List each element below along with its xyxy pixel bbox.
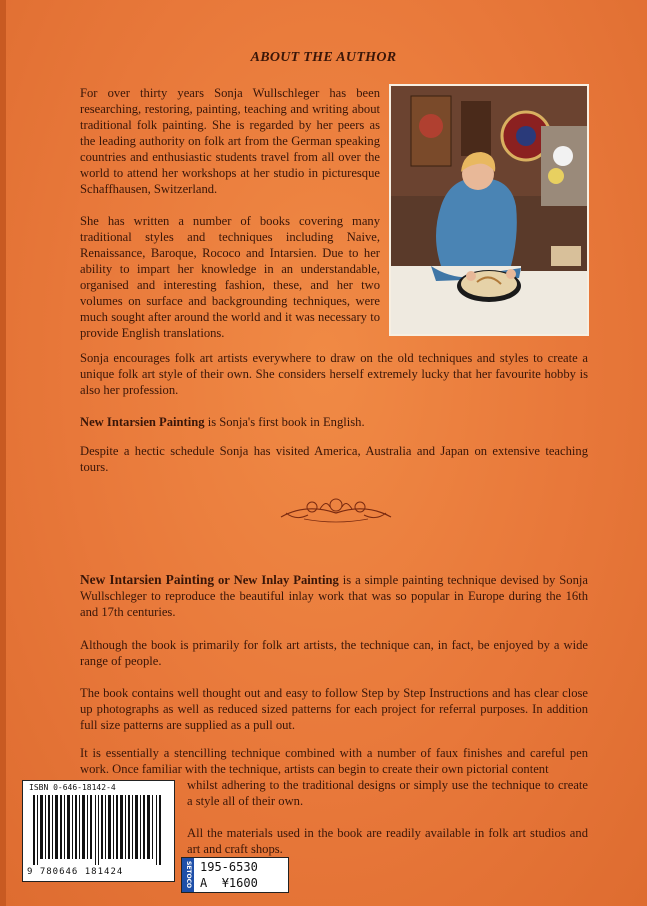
book-title-or: or — [214, 573, 234, 587]
bio-paragraph-4-text: is Sonja's first book in English. — [204, 415, 365, 429]
book-paragraph-1-text: is a simple painting technique devised by Sonja Wullschleger to reproduce the beautiful inlay work that was so popular in Europe during the 16th and 17th centuries. — [80, 573, 588, 619]
bio-paragraph-1: For over thirty years Sonja Wullschleger has been researching, restoring, painting, teaching and writing about traditional folk painting. She is regarded by her peers as the leading authority on folk art from the German speaking countries and enthusiastic students travel from all over the world to attend her workshops at her studio in picturesque Schaffhausen, Switzerland. — [80, 86, 380, 196]
isbn-label: ISBN 0-646-18142-4 — [29, 783, 116, 792]
bio-paragraph-3: Sonja encourages folk art artists everywhere to draw on the old techniques and styles to create a unique folk art style of their own. She considers herself extremely lucky that her favourite hobby is also her profession. — [80, 351, 588, 397]
bio-paragraph-4 — [80, 414, 588, 430]
book-title-emphasis: New Intarsien Painting — [80, 415, 205, 429]
price-amount: ¥1600 — [221, 876, 258, 890]
price-grade: A — [200, 876, 208, 890]
book-paragraph-4b: whilst adhering to the traditional designs or simply use the technique to create a style all of their own. — [187, 778, 588, 808]
bio-paragraph-5: Despite a hectic schedule Sonja has visited America, Australia and Japan on extensive teaching tours. — [80, 444, 588, 474]
book-paragraph-5: All the materials used in the book are readily available in folk art studios and art and craft shops. — [187, 826, 588, 856]
barcode-number: 9 780646 181424 — [27, 867, 124, 877]
price-code: 195-6530 — [200, 860, 258, 874]
barcode-bars — [23, 795, 174, 865]
book-title-main: New Intarsien Painting — [80, 572, 215, 587]
isbn-barcode — [22, 780, 175, 882]
book-paragraph-1 — [80, 572, 588, 620]
book-paragraph-3: The book contains well thought out and easy to follow Step by Step Instructions and has clear close up photographs as well as reduced sized patterns for each project for referral purposes. In addition full size patterns are supplied as a pull out. — [80, 686, 588, 732]
price-sticker — [181, 857, 289, 893]
price-grade-row — [200, 876, 258, 890]
price-sticker-tab: SETOCO — [182, 858, 194, 892]
book-paragraph-4a: It is essentially a stencilling technique combined with a number of faux finishes and careful pen work. Once familiar with the technique, artists can begin to create their own pictorial content — [80, 746, 588, 776]
book-spine-edge — [0, 0, 6, 906]
page-heading: ABOUT THE AUTHOR — [250, 50, 397, 65]
bio-paragraph-2: She has written a number of books covering many traditional styles and techniques including Naive, Renaissance, Baroque, Rococo and Intarsien. Due to her ability to impart her knowledge in an understandable, organised and interesting fashion, these, and her two volumes on surface and backgrounding techniques, were much sought after around the world and it was necessary to provide English translations. — [80, 214, 380, 340]
author-photo — [389, 84, 589, 336]
floral-ornament — [276, 495, 396, 530]
book-title-alt: New Inlay Painting — [233, 573, 339, 587]
book-paragraph-2: Although the book is primarily for folk art artists, the technique can, in fact, be enjoyed by a wide range of people. — [80, 638, 588, 668]
